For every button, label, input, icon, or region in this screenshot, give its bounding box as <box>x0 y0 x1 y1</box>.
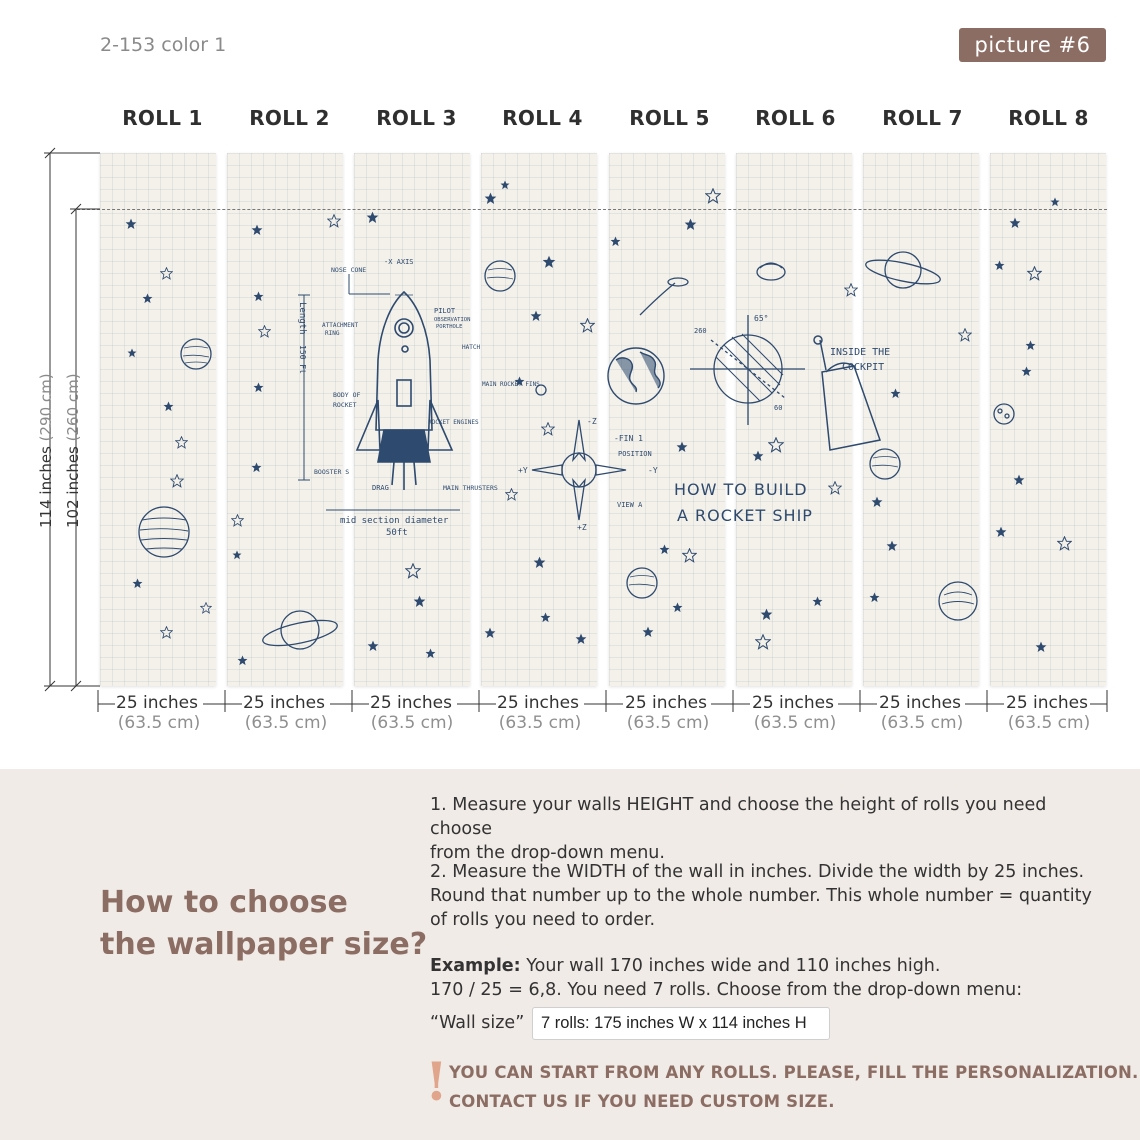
example-text: Your wall 170 inches wide and 110 inches high. <box>520 956 941 976</box>
height-label-102 <box>64 373 82 528</box>
width-inches-label: 25 inches <box>879 693 961 713</box>
art-label: ROCKET <box>333 401 357 409</box>
step-2 <box>430 860 1110 932</box>
art-label: 65° <box>754 314 769 323</box>
step-1 <box>430 793 1110 865</box>
art-label: 50ft <box>386 528 408 538</box>
art-label: mid section diameter <box>340 516 449 526</box>
art-label: DRAG <box>372 484 389 492</box>
step-2-line-2: Round that number up to the whole number. This whole number = quantity <box>430 886 1092 906</box>
compass-icon <box>532 420 626 520</box>
wall-size-label: “Wall size” <box>430 1013 525 1033</box>
art-label: -Z <box>587 417 597 426</box>
art-label: RING <box>325 330 340 337</box>
roll-label-7: ROLL 7 <box>882 106 963 130</box>
title-line-2: the wallpaper size? <box>100 927 428 962</box>
art-label: -Y <box>648 466 658 475</box>
art-label: HOW TO BUILD <box>674 480 808 499</box>
width-inches-label: 25 inches <box>370 693 452 713</box>
note-line-2: CONTACT US IF YOU NEED CUSTOM SIZE. <box>449 1092 835 1111</box>
width-cm-label: (63.5 cm) <box>498 713 582 733</box>
example <box>430 954 1110 1002</box>
art-label: +Y <box>518 466 528 475</box>
width-inches-label: 25 inches <box>116 693 198 713</box>
example-label: Example: <box>430 956 521 976</box>
width-inches-label: 25 inches <box>1006 693 1088 713</box>
roll-label-4: ROLL 4 <box>502 106 583 130</box>
art-label: Length <box>297 302 307 335</box>
ufo-icon <box>757 263 785 280</box>
planet-icon <box>994 404 1014 424</box>
art-label: -FIN 1 <box>614 434 643 443</box>
note-line-1: YOU CAN START FROM ANY ROLLS. PLEASE, FILL THE PERSONALIZATION. <box>449 1063 1139 1082</box>
art-label: MAIN THRUSTERS <box>443 484 498 492</box>
art-label: COCKPIT <box>842 362 885 373</box>
planet-icon <box>627 568 657 598</box>
step-1-line-1: 1. Measure your walls HEIGHT and choose the height of rolls you need choose <box>430 795 1047 839</box>
roll-label-6: ROLL 6 <box>755 106 836 130</box>
earth-icon <box>608 348 664 404</box>
art-label: -X AXIS <box>384 258 414 266</box>
instructions-title <box>100 882 427 966</box>
roll-label-2: ROLL 2 <box>249 106 330 130</box>
width-inches-label: 25 inches <box>752 693 834 713</box>
step-1-line-2: from the drop-down menu. <box>430 843 665 863</box>
art-label: +Z <box>577 523 587 532</box>
art-label: 260 <box>694 327 707 335</box>
planet-icon <box>485 261 546 395</box>
art-label: HATCH <box>462 344 481 351</box>
roll-label-8: ROLL 8 <box>1008 106 1089 130</box>
art-label: OBSERVATION <box>434 317 471 323</box>
planet-icon <box>870 449 977 620</box>
width-inches-label: 25 inches <box>497 693 579 713</box>
art-label: BOOSTER S <box>314 468 350 476</box>
art-label: ATTACHMENT <box>322 322 359 329</box>
width-cm-label: (63.5 cm) <box>117 713 201 733</box>
width-cm-label: (63.5 cm) <box>753 713 837 733</box>
art-label: 60 <box>774 404 783 412</box>
art-label: POSITION <box>618 450 652 458</box>
picture-badge: picture #6 <box>959 28 1106 62</box>
title-line-1: How to choose <box>100 885 348 920</box>
step-2-line-1: 2. Measure the WIDTH of the wall in inches. Divide the width by 25 inches. <box>430 862 1085 882</box>
art-label: INSIDE THE <box>830 347 891 358</box>
art-labels <box>314 258 890 538</box>
art-label: 150 Ft <box>298 345 307 374</box>
step-2-line-3: of rolls you need to order. <box>430 910 656 930</box>
roll-label-1: ROLL 1 <box>122 106 203 130</box>
height-short-inches: 102 inches <box>64 446 82 528</box>
planet-icon <box>690 315 805 425</box>
art-label: A ROCKET SHIP <box>677 506 813 525</box>
height-tall-cm: (290 cm) <box>37 373 55 442</box>
width-cm-label: (63.5 cm) <box>370 713 454 733</box>
width-inches-label: 25 inches <box>243 693 325 713</box>
planet-icon <box>139 339 211 557</box>
width-cm-label: (63.5 cm) <box>244 713 328 733</box>
art-label: PORTHOLE <box>436 324 463 330</box>
roll-label-3: ROLL 3 <box>376 106 457 130</box>
width-inches-label: 25 inches <box>625 693 707 713</box>
star-icon <box>126 181 1072 666</box>
height-label-114 <box>37 373 55 528</box>
width-cm-label: (63.5 cm) <box>626 713 710 733</box>
wall-size-select[interactable]: 7 rolls: 175 inches W x 114 inches H <box>532 1007 830 1040</box>
width-cm-label: (63.5 cm) <box>880 713 964 733</box>
art-label: NOSE CONE <box>331 266 367 274</box>
product-code: 2-153 color 1 <box>100 34 227 56</box>
height-tall-inches: 114 inches <box>37 446 55 528</box>
art-label: VIEW A <box>617 501 643 509</box>
exclamation-icon: ! <box>425 1052 448 1113</box>
roll-label-5: ROLL 5 <box>629 106 710 130</box>
art-label: BODY OF <box>333 391 361 399</box>
width-cm-label: (63.5 cm) <box>1007 713 1091 733</box>
ringed-planet-icon <box>864 252 942 289</box>
ringed-planet-icon <box>261 611 339 651</box>
height-short-cm: (260 cm) <box>64 373 82 442</box>
example-line-2: 170 / 25 = 6,8. You need 7 rolls. Choose from the drop-down menu: <box>430 980 1023 1000</box>
art-label: MAIN ROCKET FINS <box>482 381 540 388</box>
art-label: PILOT <box>434 307 456 315</box>
satellite-icon <box>640 278 688 315</box>
art-label: ROCKET ENGINES <box>428 419 479 426</box>
